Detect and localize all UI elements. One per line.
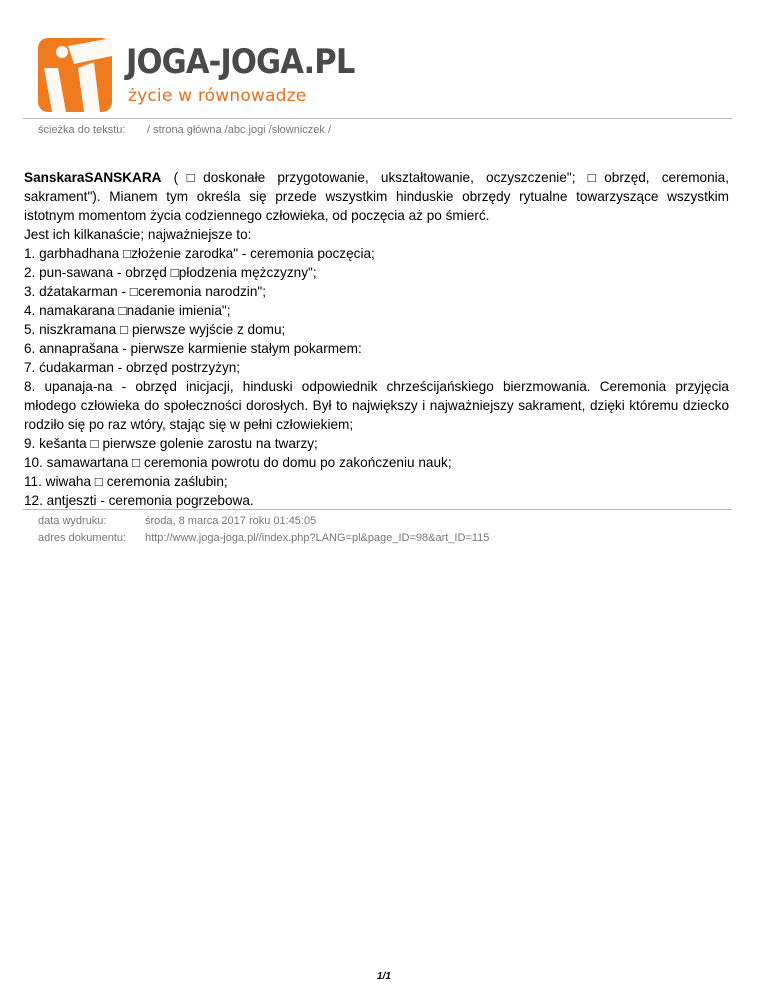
list-item: 1. garbhadhana □złożenie zarodka" - ceremonia poczęcia; <box>24 246 375 261</box>
list-item: 10. samawartana □ ceremonia powrotu do domu po zakończeniu nauk; <box>24 455 452 470</box>
document-address-label: adres dokumentu: <box>38 532 127 544</box>
article-lead: Jest ich kilkanaście; najważniejsze to: <box>24 227 252 242</box>
meta-divider <box>23 509 732 510</box>
article-intro <box>24 168 729 225</box>
print-date-value: środa, 8 marca 2017 roku 01:45:05 <box>145 515 317 527</box>
list-item: 9. kešanta □ pierwsze golenie zarostu na twarzy; <box>24 436 318 451</box>
article-term: SanskaraSANSKARA <box>24 170 162 185</box>
document-address-link[interactable]: http://www.joga-joga.pl//index.php?LANG=pl&page_ID=98&art_ID=115 <box>145 532 490 544</box>
yoga-figure-logo-icon <box>38 38 112 112</box>
article-intro-text: (□doskonałe przygotowanie, ukształtowanie, oczyszczenie"; □obrzęd, ceremonia, sakrament"). Mianem tym określa się przede wszystkim hinduskie obrzędy rytualne towarzyszące wszystkim istotnym momentom życia codziennego człowieka, od poczęcia aż po śmierć. <box>24 170 729 223</box>
list-item: 7. ćudakarman - obrzęd postrzyżyn; <box>24 360 241 375</box>
print-date-label: data wydruku: <box>38 515 107 527</box>
list-item: 11. wiwaha □ ceremonia zaślubin; <box>24 474 228 489</box>
list-item: 2. pun-sawana - obrzęd □płodzenia mężczyzny"; <box>24 265 317 280</box>
page-number: 1/1 <box>377 971 391 982</box>
list-item: 8. upanaja-na - obrzęd inicjacji, hinduski odpowiednik chrześcijańskiego bierzmowania. Ceremonia przyjęcia młodego człowieka do społeczności dorosłych. Był to największy i najważniejszy sakrament, dzięki któremu dziecko rodziło się po raz wtóry, stając się w pełni człowiekiem; <box>24 379 729 432</box>
article-body <box>24 168 729 510</box>
list-item: 3. dźatakarman - □ceremonia narodzin"; <box>24 284 266 299</box>
list-item: 4. namakarana □nadanie imienia"; <box>24 303 231 318</box>
logo-title: JOGA-JOGA.PL <box>126 42 355 82</box>
breadcrumb: / strona główna /abc jogi /słowniczek / <box>147 124 332 136</box>
list-item: 5. niszkramana □ pierwsze wyjście z domu; <box>24 322 286 337</box>
list-item: 6. annaprašana - pierwsze karmienie stałym pokarmem: <box>24 341 362 356</box>
list-item: 12. antjeszti - ceremonia pogrzebowa. <box>24 493 254 508</box>
breadcrumb-label: ścieżka do tekstu: <box>38 124 126 136</box>
logo-tagline: życie w równowadze <box>128 86 307 106</box>
site-logo <box>38 38 358 118</box>
header-divider <box>23 118 732 119</box>
